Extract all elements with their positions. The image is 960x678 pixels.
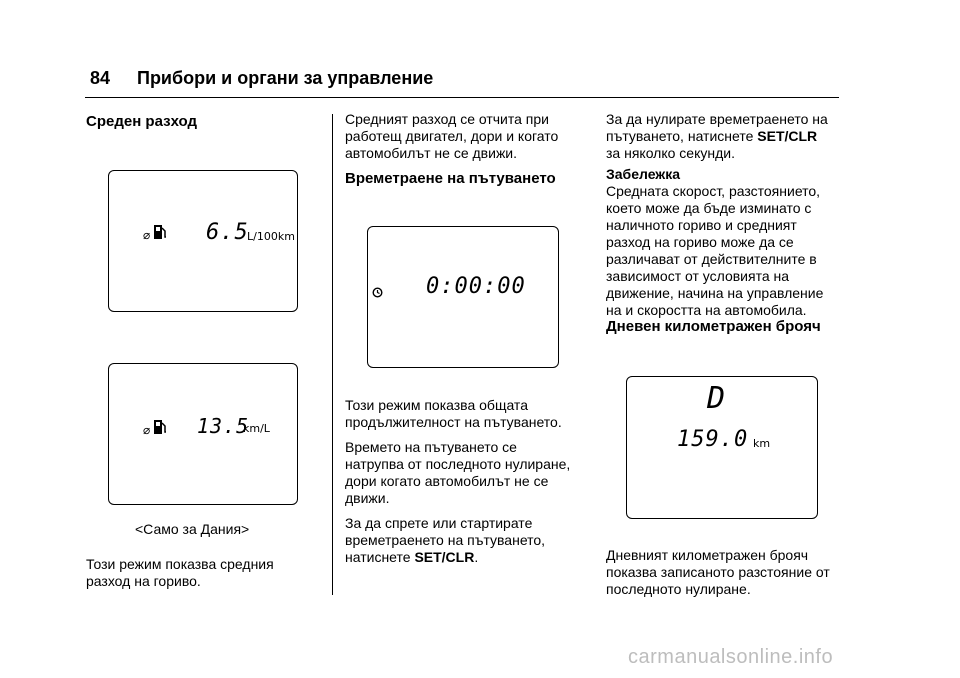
paragraph-trip-duration-2 [345, 439, 570, 507]
text-line: за няколко секунди. [606, 145, 735, 161]
paragraph-trip-odometer [606, 547, 830, 598]
text-run: пътуването, натиснете [606, 128, 758, 144]
text-line: работещ двигател, дори и когато [345, 128, 559, 144]
note-paragraph [606, 183, 823, 319]
paragraph-average-consumption [86, 556, 274, 590]
text-line: Средната скорост, разстоянието, [606, 183, 821, 199]
clock-icon [372, 287, 383, 298]
text-line: Времето на пътуването се [345, 439, 517, 455]
consumption-value: 6.5 [206, 220, 249, 245]
text-line: продължителност на пътуването. [345, 414, 562, 430]
section-heading-average-consumption: Среден разход [86, 113, 198, 130]
paragraph-trip-duration-3 [345, 515, 545, 566]
text-line [345, 549, 545, 566]
paragraph-trip-duration-1 [345, 397, 562, 431]
average-symbol-icon: ⌀ [143, 423, 151, 437]
text-line: Този режим показва общата [345, 397, 528, 413]
text-run: натиснете [345, 549, 415, 565]
text-line: наличното гориво и средният [606, 217, 797, 233]
consumption-unit: km/L [243, 422, 270, 435]
caption-denmark-only: <Само за Дания> [135, 521, 250, 537]
text-line [606, 128, 828, 145]
section-heading-trip-duration: Времетраене на пътуването [345, 170, 556, 187]
page-number: 84 [90, 68, 111, 88]
text-line: автомобилът не се движи. [345, 145, 518, 161]
text-run: . [474, 549, 479, 565]
paragraph-reset-trip [606, 111, 828, 162]
trip-label: D [707, 381, 727, 416]
text-line: дори когато автомобилът не се [345, 473, 549, 489]
paragraph-consumption-intro [345, 111, 558, 162]
text-line: За да нулирате времетраенето на [606, 111, 828, 127]
text-line: зависимост от условията на [606, 268, 790, 284]
note-heading: Забележка [606, 166, 681, 182]
consumption-value: 13.5 [197, 414, 250, 438]
text-line: показва записаното разстояние от [606, 564, 830, 580]
text-line: движение, начина на управление [606, 285, 824, 301]
text-line: Дневният километражен брояч [606, 547, 809, 563]
button-reference-set-clr: SET/CLR [414, 549, 475, 565]
display-average-consumption-l100km [108, 170, 298, 312]
watermark: carmanualsonline.info [628, 646, 834, 668]
text-line: което може да бъде изминато с [606, 200, 812, 216]
header-divider [85, 97, 839, 98]
average-symbol-icon: ⌀ [143, 228, 151, 242]
trip-distance-value: 159.0 [677, 427, 749, 452]
column-divider [332, 114, 333, 595]
fuel-pump-icon [153, 416, 167, 436]
text-line: времетраенето на пътуването, [345, 532, 546, 548]
text-line: натрупва от последното нулиране, [345, 456, 571, 472]
text-line: разход на гориво може да се [606, 234, 794, 250]
text-line: Средният разход се отчита при [345, 111, 549, 127]
text-line: разход на гориво. [86, 573, 201, 589]
text-line: движи. [345, 490, 390, 506]
trip-distance-unit: km [753, 437, 771, 450]
text-line: различават от действителните в [606, 251, 817, 267]
display-trip-duration [367, 226, 559, 368]
fuel-pump-icon [153, 221, 167, 241]
text-line: Този режим показва средния [86, 556, 274, 572]
consumption-unit: L/100km [247, 230, 295, 243]
text-line: последното нулиране. [606, 581, 751, 597]
text-line: на и скоростта на автомобила. [606, 302, 807, 318]
section-heading-trip-odometer: Дневен километражен брояч [606, 318, 821, 335]
button-reference-set-clr: SET/CLR [757, 128, 818, 144]
text-line: За да спрете или стартирате [345, 515, 533, 531]
display-average-consumption-kml [108, 363, 298, 505]
display-trip-odometer [626, 376, 818, 519]
page-title: Прибори и органи за управление [137, 68, 434, 88]
trip-time-value: 0:00:00 [426, 274, 526, 299]
